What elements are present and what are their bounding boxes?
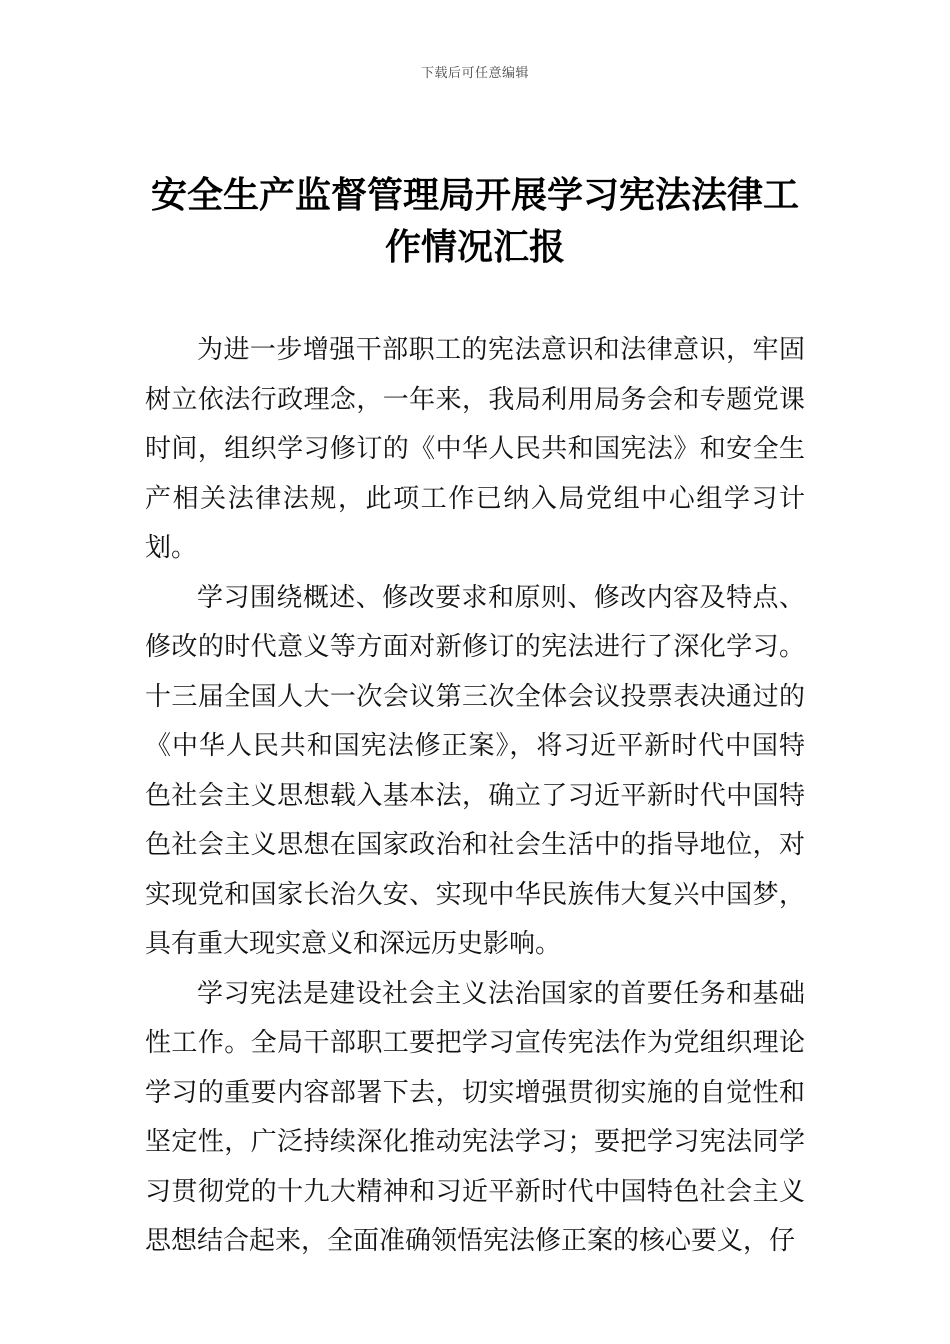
- document-body: [145, 326, 805, 1267]
- paragraph-2: 学习围绕概述、修改要求和原则、修改内容及特点、修改的时代意义等方面对新修订的宪法进行了深化学习。十三届全国人大一次会议第三次全体会议投票表决通过的《中华人民共和国宪法修正案》，将习近平新时代中国特色社会主义思想载入基本法，确立了习近平新时代中国特色社会主义思想在国家政治和社会生活中的指导地位，对实现党和国家长治久安、实现中华民族伟大复兴中国梦，具有重大现实意义和深远历史影响。: [145, 582, 805, 959]
- paragraph-1: 为进一步增强干部职工的宪法意识和法律意识，牢固树立依法行政理念，一年来，我局利用局务会和专题党课时间，组织学习修订的《中华人民共和国宪法》和安全生产相关法律法规，此项工作已纳入局党组中心组学习计划。: [145, 335, 805, 563]
- header-note: 下载后可任意编辑: [420, 66, 529, 81]
- paragraph-3: 学习宪法是建设社会主义法治国家的首要任务和基础性工作。全局干部职工要把学习宣传宪法作为党组织理论学习的重要内容部署下去，切实增强贯彻实施的自觉性和坚定性，广泛持续深化推动宪法学习；要把学习宪法同学习贯彻党的十九大精神和习近平新时代中国特色社会主义思想结合起来，全面准确领悟宪法修正案的核心要义，仔: [145, 978, 805, 1256]
- document-title: 安全生产监督管理局开展学习宪法法律工作情况汇报: [150, 175, 799, 268]
